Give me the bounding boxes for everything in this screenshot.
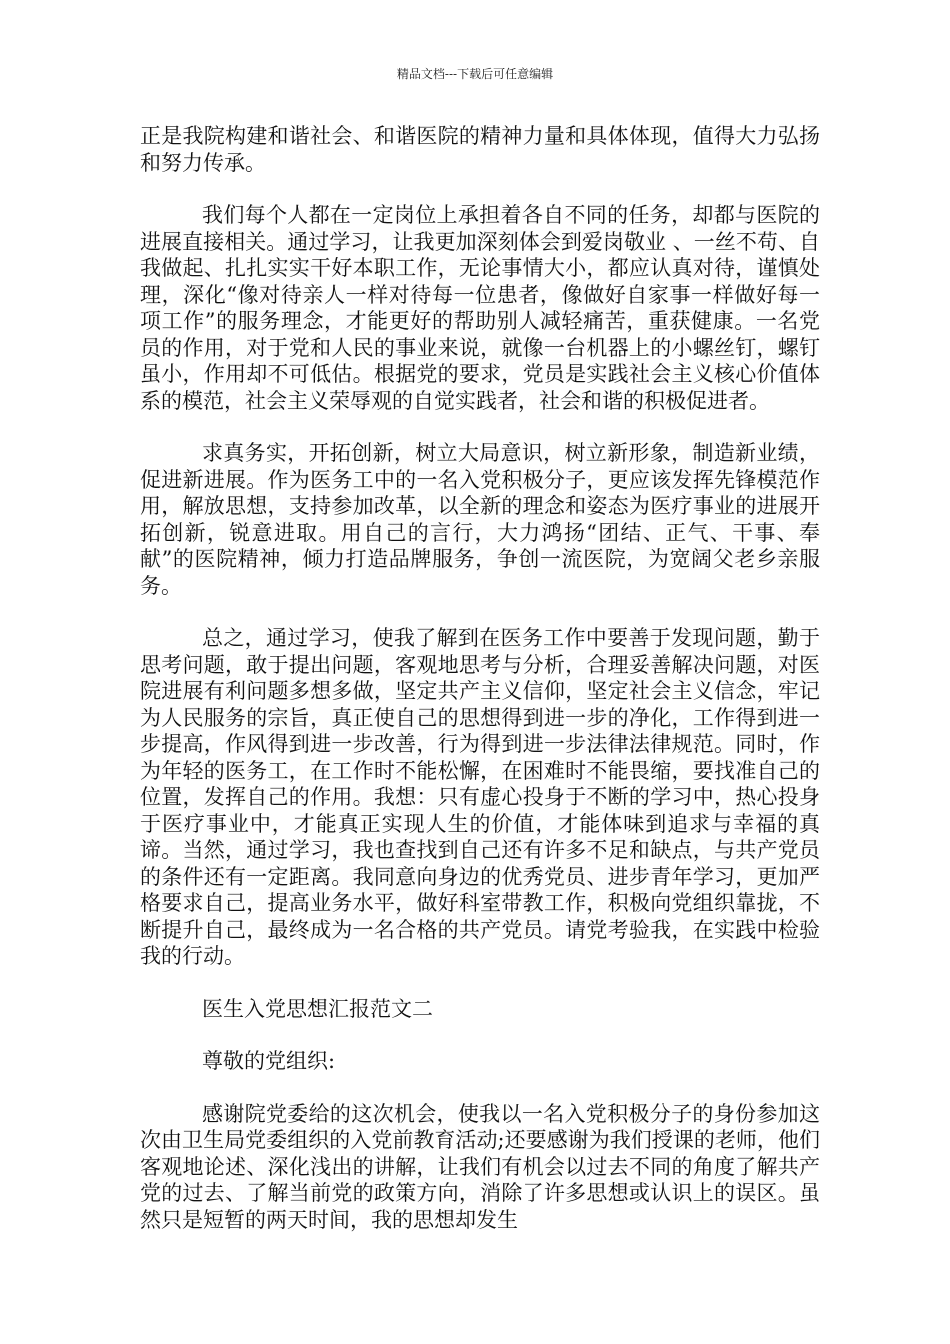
- paragraph-innovation: 求真务实，开拓创新，树立大局意识，树立新形象，制造新业绩，促进新进展。作为医务工中的一名入党积极分子，更应该发挥先锋模范作用，解放思想，支持参加改革，以全新的理念和姿态为医疗事业的进展开拓创新，锐意进取。用自己的言行，大力鸿扬“团结、正气、干事、奉献”的医院精神，倾力打造品牌服务，争创一流医院，为宽阔父老乡亲服务。: [140, 441, 820, 598]
- paragraph-thanks: 感谢院党委给的这次机会，使我以一名入党积极分子的身份参加这次由卫生局党委组织的入党前教育活动;还要感谢为我们授课的老师，他们客观地论述、深化浅出的讲解，让我们有机会以过去不同的角度了解共产党的过去、了解当前党的政策方向，消除了许多思想或认识上的误区。虽然只是短暂的两天时间，我的思想却发生: [140, 1101, 820, 1232]
- paragraph-duties: 我们每个人都在一定岗位上承担着各自不同的任务，却都与医院的进展直接相关。通过学习，让我更加深刻体会到爱岗敬业 、一丝不苟、自我做起、扎扎实实干好本职工作，无论事情大小，都应认真对待，谨慎处理，深化“像对待亲人一样对待每一位患者，像做好自家事一样做好每一项工作”的服务理念，才能更好的帮助别人减轻痛苦，重获健康。一名党员的作用，对于党和人民的事业来说，就像一台机器上的小螺丝钉，螺钉虽小，作用却不可低估。根据党的要求，党员是实践社会主义核心价值体系的模范，社会主义荣辱观的自觉实践者，社会和谐的积极促进者。: [140, 203, 820, 413]
- document-body: [140, 123, 820, 1233]
- salutation: 尊敬的党组织:: [202, 1049, 336, 1073]
- paragraph-continuation: 正是我院构建和谐社会、和谐医院的精神力量和具体体现，值得大力弘扬和努力传承。: [140, 124, 820, 175]
- section-title: 医生入党思想汇报范文二: [202, 996, 433, 1021]
- page-header: 精品文档---下载后可任意编辑: [396, 67, 554, 81]
- paragraph-summary: 总之，通过学习，使我了解到在医务工作中要善于发现问题，勤于思考问题，敢于提出问题，客观地思考与分析，合理妥善解决问题，对医院进展有利问题多想多做，坚定共产主义信仰，坚定社会主义信念，牢记为人民服务的宗旨，真正使自己的思想得到进一步的净化，工作得到进一步提高，作风得到进一步改善，行为得到进一步法律法律规范。同时，作为年轻的医务工，在工作时不能松懈，在困难时不能畏缩，要找准自己的位置，发挥自己的作用。我想：只有虚心投身于不断的学习中，热心投身于医疗事业中，才能真正实现人生的价值，才能体味到追求与幸福的真谛。当然，通过学习，我也查找到自己还有许多不足和缺点，与共产党员的条件还有一定距离。我同意向身边的优秀党员、进步青年学习，更加严格要求自己，提高业务水平，做好科室带教工作，积极向党组织靠拢，不断提升自己，最终成为一名合格的共产党员。请党考验我，在实践中检验我的行动。: [140, 626, 820, 968]
